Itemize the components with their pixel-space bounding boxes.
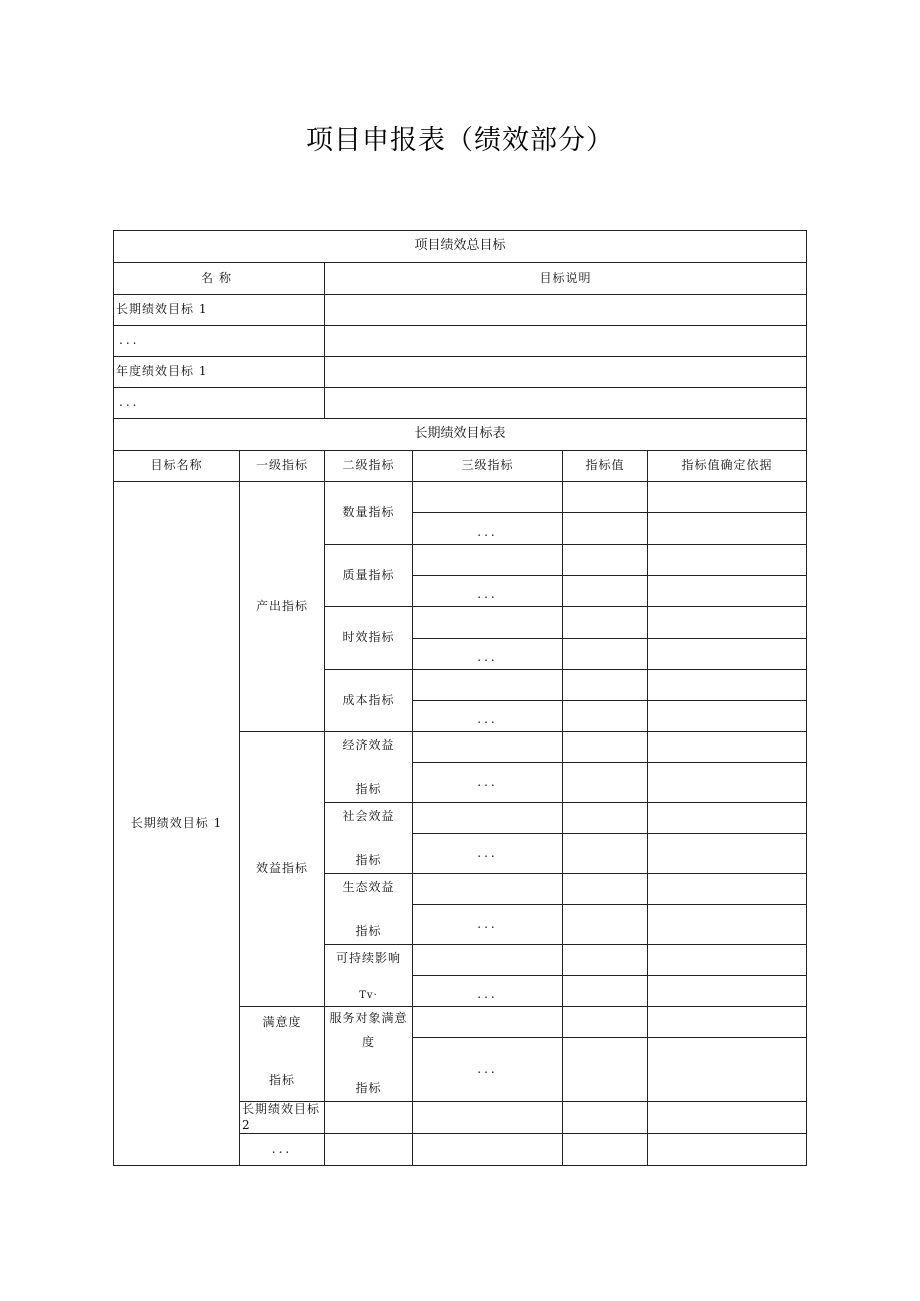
value-cell[interactable]: [563, 639, 648, 670]
level3-ellipsis: ...: [413, 1038, 563, 1102]
level3-cell[interactable]: [413, 482, 563, 513]
basis-cell[interactable]: [648, 834, 807, 874]
indicator-line: 指标: [355, 782, 382, 797]
value-cell[interactable]: [563, 607, 648, 639]
basis-cell[interactable]: [648, 803, 807, 834]
value-cell[interactable]: [563, 945, 648, 976]
level3-ellipsis: ...: [413, 513, 563, 545]
output-indicator: 产出指标: [240, 482, 325, 732]
value-cell[interactable]: [563, 545, 648, 576]
col-desc-header: 目标说明: [325, 263, 807, 295]
level3-cell[interactable]: [413, 607, 563, 639]
level3-cell[interactable]: [413, 1007, 563, 1038]
indicator-line: 满意度: [262, 1015, 302, 1029]
level3-cell[interactable]: [413, 945, 563, 976]
level3-ellipsis: ...: [413, 834, 563, 874]
level3-cell[interactable]: [413, 803, 563, 834]
indicator-line: 经济效益: [342, 738, 395, 752]
indicator-line: 指标: [268, 1073, 295, 1088]
value-cell[interactable]: [563, 834, 648, 874]
overall-row-label: ...: [114, 388, 325, 419]
level3-cell[interactable]: [563, 1134, 648, 1166]
level3-ellipsis: ...: [413, 639, 563, 670]
col-value: 指标值: [563, 451, 648, 482]
basis-cell[interactable]: [648, 482, 807, 513]
basis-cell[interactable]: [648, 1007, 807, 1038]
value-cell[interactable]: [563, 670, 648, 701]
value-cell[interactable]: [563, 763, 648, 803]
level1-cell[interactable]: [325, 1134, 413, 1166]
col-name-header: 名称: [114, 263, 325, 295]
overall-row-desc[interactable]: [325, 357, 807, 388]
value-cell[interactable]: [563, 482, 648, 513]
level3-cell[interactable]: [413, 545, 563, 576]
cost-indicator: 成本指标: [325, 670, 413, 732]
value-cell[interactable]: [563, 1038, 648, 1102]
level3-ellipsis: ...: [413, 976, 563, 1007]
overall-row-desc[interactable]: [325, 295, 807, 326]
level3-ellipsis: ...: [413, 905, 563, 945]
economic-benefit-indicator: [325, 732, 413, 803]
value-cell[interactable]: [563, 701, 648, 732]
overall-row-desc[interactable]: [325, 388, 807, 419]
col-level1: 一级指标: [240, 451, 325, 482]
indicator-line: Tv·: [359, 990, 378, 1001]
value-cell[interactable]: [563, 1007, 648, 1038]
indicator-line: 可持续影响: [335, 951, 401, 965]
quality-indicator: 质量指标: [325, 545, 413, 607]
basis-cell[interactable]: [648, 763, 807, 803]
basis-cell[interactable]: [648, 607, 807, 639]
basis-cell[interactable]: [648, 545, 807, 576]
basis-cell[interactable]: [648, 945, 807, 976]
level3-cell[interactable]: [413, 874, 563, 905]
goal1-cell: 长期绩效目标 1: [114, 482, 240, 1166]
indicator-line: 指标: [355, 924, 382, 939]
basis-cell[interactable]: [648, 701, 807, 732]
social-benefit-indicator: [325, 803, 413, 874]
basis-cell[interactable]: [648, 905, 807, 945]
goal2-cell: 长期绩效目标 2: [240, 1102, 325, 1134]
long-term-header: 长期绩效目标表: [114, 419, 807, 451]
timeliness-indicator: 时效指标: [325, 607, 413, 670]
basis-cell[interactable]: [648, 670, 807, 701]
indicator-line: 指标: [355, 853, 382, 868]
value-cell[interactable]: [563, 576, 648, 607]
value-cell[interactable]: [563, 905, 648, 945]
basis-cell[interactable]: [648, 874, 807, 905]
indicator-line: 社会效益: [342, 809, 395, 823]
satisfaction-indicator: [240, 1007, 325, 1102]
value-cell[interactable]: [648, 1102, 807, 1134]
benefit-indicator: 效益指标: [240, 732, 325, 1007]
basis-cell[interactable]: [648, 639, 807, 670]
overall-row-label: ...: [114, 326, 325, 357]
page-title: 项目申报表（绩效部分）: [306, 125, 614, 156]
col-goal-name: 目标名称: [114, 451, 240, 482]
value-cell[interactable]: [563, 976, 648, 1007]
value-cell[interactable]: [563, 513, 648, 545]
basis-cell[interactable]: [648, 976, 807, 1007]
indicator-line: 生态效益: [342, 880, 395, 894]
indicator-line: 度: [361, 1035, 375, 1050]
level3-ellipsis: ...: [413, 763, 563, 803]
level2-cell[interactable]: [413, 1134, 563, 1166]
level3-cell[interactable]: [563, 1102, 648, 1134]
indicator-line: 服务对象满意: [329, 1011, 408, 1025]
basis-cell[interactable]: [648, 732, 807, 763]
basis-cell[interactable]: [648, 513, 807, 545]
level1-cell[interactable]: [325, 1102, 413, 1134]
value-cell[interactable]: [563, 732, 648, 763]
level3-ellipsis: ...: [413, 701, 563, 732]
value-cell[interactable]: [563, 874, 648, 905]
basis-cell[interactable]: [648, 1038, 807, 1102]
value-cell[interactable]: [648, 1134, 807, 1166]
basis-cell[interactable]: [648, 576, 807, 607]
goal-more-ellipsis: ...: [240, 1134, 325, 1166]
col-basis: 指标值确定依据: [648, 451, 807, 482]
value-cell[interactable]: [563, 803, 648, 834]
quantity-indicator: 数量指标: [325, 482, 413, 545]
level2-cell[interactable]: [413, 1102, 563, 1134]
ecological-benefit-indicator: [325, 874, 413, 945]
overall-row-desc[interactable]: [325, 326, 807, 357]
col-level2: 二级指标: [325, 451, 413, 482]
indicator-line: 指标: [355, 1081, 382, 1096]
service-satisfaction-indicator: [325, 1007, 413, 1102]
level3-ellipsis: ...: [413, 576, 563, 607]
level3-cell[interactable]: [413, 732, 563, 763]
overall-goal-header: 项目绩效总目标: [114, 231, 807, 263]
overall-row-label: 年度绩效目标 1: [114, 357, 325, 388]
col-level3: 三级指标: [413, 451, 563, 482]
performance-table: [113, 230, 807, 1166]
overall-row-label: 长期绩效目标 1: [114, 295, 325, 326]
level3-cell[interactable]: [413, 670, 563, 701]
sustainable-impact-indicator: [325, 945, 413, 1007]
